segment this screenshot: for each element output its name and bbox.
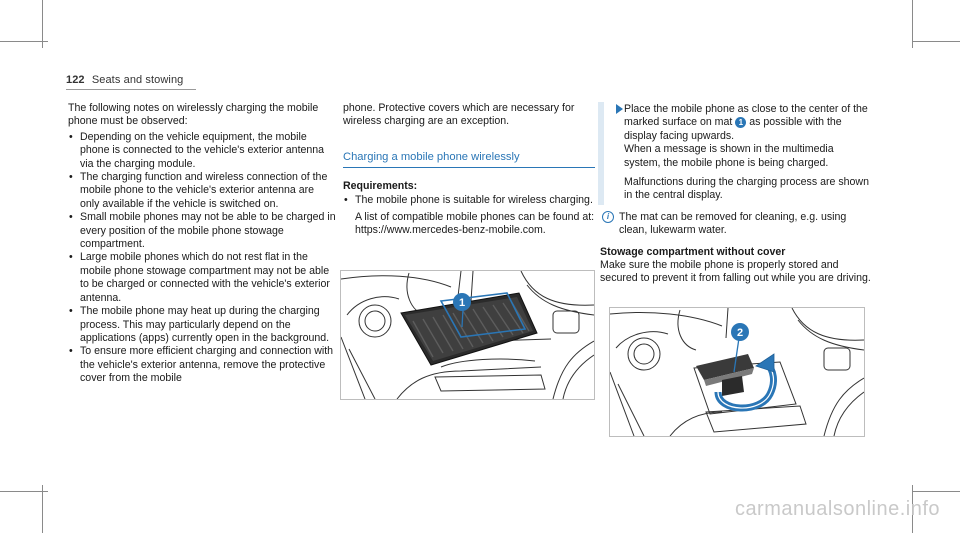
list-item: • Depending on the vehicle equipment, the mobile phone is connected to the vehicle's exterior antenna via the charging module. [68, 131, 336, 171]
step-result: When a message is shown in the multimedia system, the mobile phone is being charged. [624, 143, 834, 169]
callout-2: 2 [736, 327, 744, 339]
crop-mark [912, 491, 960, 492]
continuation-text: phone. Protective covers which are necessary for wireless charging are an exception. [343, 102, 575, 128]
requirements-list [343, 194, 598, 207]
crop-mark [42, 485, 43, 533]
page-number: 122 [66, 74, 85, 86]
notes-list [68, 131, 336, 386]
stowage-text: Make sure the mobile phone is properly stored and secured to prevent it from falling out while you are driving. [600, 259, 871, 285]
section-title: Seats and stowing [91, 74, 184, 86]
list-item: • The mobile phone may heat up during the charging process. This may particularly depend on the applications (apps) currently open in the background. [68, 305, 336, 345]
page-header [66, 74, 183, 86]
info-icon: i [602, 211, 614, 223]
crop-mark [0, 41, 48, 42]
note-text: The mat can be removed for cleaning, e.g. using clean, lukewarm water. [619, 210, 847, 237]
info-note [600, 211, 872, 238]
list-item: • The charging function and wireless connection of the mobile phone to the vehicle's exterior antenna are only available if the vehicle is switched on. [68, 171, 336, 211]
intro-text: The following notes on wirelessly charging the mobile phone must be observed: [68, 102, 319, 128]
column-1 [68, 102, 336, 386]
requirements-label: Requirements: [343, 180, 418, 193]
callout-badge: 1 [735, 117, 746, 128]
compatibility-note: A list of compatible mobile phones can be found at: https://www.mercedes-benz-mobile.com. [355, 211, 595, 237]
crop-mark [912, 41, 960, 42]
step-malfunction: Malfunctions during the charging process are shown in the central display. [624, 176, 869, 202]
column-3 [600, 102, 872, 286]
step-text: Place the mobile phone as close to the center of the marked surface on mat 1 as possible with the display facing upwards. [624, 103, 868, 142]
list-item: • Large mobile phones which do not rest flat in the mobile phone stowage compartment may not be able to be charged or connected with the vehicle's exterior antenna. [68, 251, 336, 305]
list-item: • Small mobile phones may not be able to be charged in every position of the mobile phone stowage compartment. [68, 211, 336, 251]
play-icon [616, 104, 623, 114]
list-item: • To ensure more efficient charging and connection with the vehicle's exterior antenna, remove the protective cover from the mobile [68, 345, 336, 385]
instruction-step [598, 102, 872, 205]
charging-mat-illustration [340, 270, 595, 400]
section-heading: Charging a mobile phone wirelessly [343, 151, 595, 168]
column-2 [343, 102, 598, 238]
callout-1: 1 [458, 297, 466, 309]
list-item: • The mobile phone is suitable for wireless charging. [343, 194, 598, 207]
crop-mark [0, 491, 48, 492]
header-divider [66, 89, 196, 90]
watermark: carmanualsonline.info [734, 498, 940, 520]
stowage-illustration [609, 307, 865, 437]
stowage-heading: Stowage compartment without cover [600, 245, 786, 258]
